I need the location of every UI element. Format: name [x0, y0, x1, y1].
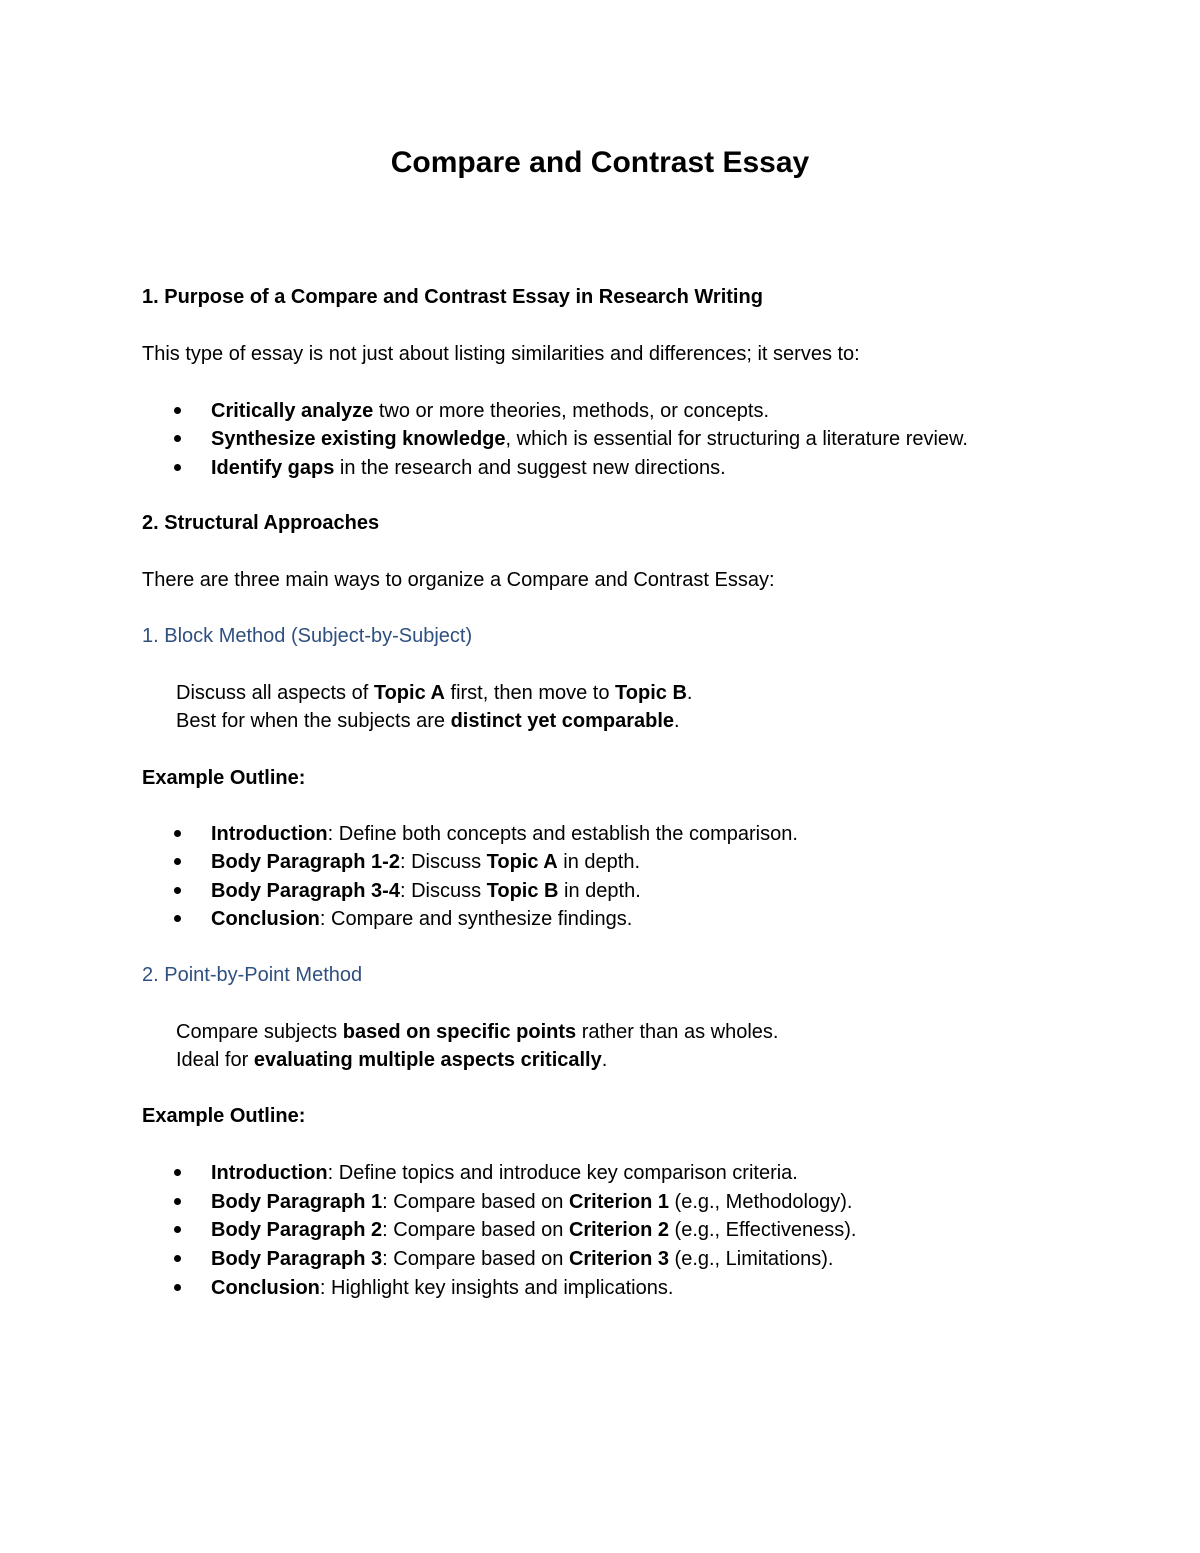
bullet-icon — [174, 887, 181, 894]
bullet-bold: Identify gaps — [211, 457, 335, 479]
bullet-text: in the research and suggest new directions. — [334, 457, 726, 479]
example-outline-heading: Example Outline: — [142, 767, 306, 789]
bullet-icon — [174, 1255, 181, 1262]
block-method-heading: 1. Block Method (Subject-by-Subject) — [142, 625, 473, 647]
bullet-icon — [174, 435, 181, 442]
bullet-icon — [174, 858, 181, 865]
bullet-bold: Synthesize existing knowledge — [211, 428, 506, 450]
block-method-line-1: Discuss all aspects of Topic A first, then move to Topic B. — [176, 682, 693, 704]
section-2-heading: 2. Structural Approaches — [142, 512, 380, 534]
bullet-icon — [174, 830, 181, 837]
bullet-icon — [174, 464, 181, 471]
bullet-icon — [174, 407, 181, 414]
point-method-line-1: Compare subjects based on specific points rather than as wholes. — [176, 1021, 779, 1043]
bullet-bold: Critically analyze — [211, 400, 374, 422]
section-2-intro: There are three main ways to organize a Compare and Contrast Essay: — [142, 569, 775, 591]
block-method-line-2: Best for when the subjects are distinct yet comparable. — [176, 710, 680, 732]
example-outline-heading: Example Outline: — [142, 1105, 306, 1127]
bullet-icon — [174, 1198, 181, 1205]
bullet-icon — [174, 1284, 181, 1291]
point-method-heading: 2. Point-by-Point Method — [142, 964, 363, 986]
document-page: Compare and Contrast Essay 1. Purpose of a Compare and Contrast Essay in Research Writing This type of essay is not just about listing similarities and differences; it serves to: Critically analyze two or more theories, methods, or concepts. Synthesize existing knowledge, which is essential for structuring a literature review. Identify gaps in the research and suggest new directions. 2. Structural Approaches There are three main ways to organize a Compare and Contrast Essay: 1. Block Method (Subject-by-Subject) Discuss all aspects of Topic A first, then move to Topic B. Best for when the subjects are distinct yet comparable. Example Outline: Introduction: Define both concepts and establish the comparison. Body Paragraph 1-2: Discuss Topic A in depth. Body Paragraph 3-4: Discuss Topic B in depth. Conclusion: Compare and synthesize findings. 2. Point-by-Point Method Compare subjects based on specific points rather than as wholes. Ideal for evaluating multiple aspects critically. Example Outline: Introduction: Define topics and introduce key comparison criteria. Body Paragraph 1: Compare based on Criterion 1 (e.g., Methodology). Body Paragraph 2: Compare based on Criterion 2 (e.g., Effectiveness). Body Paragraph 3: Compare based on Criterion 3 (e.g., Limitations). Conclusion: Highlight key insights and implications. — [0, 0, 1200, 1553]
section-1-heading: 1. Purpose of a Compare and Contrast Essay in Research Writing — [142, 286, 763, 308]
bullet-icon — [174, 915, 181, 922]
bullet-text: two or more theories, methods, or concepts. — [373, 400, 770, 422]
page-title: Compare and Contrast Essay — [390, 146, 810, 179]
bullet-icon — [174, 1226, 181, 1233]
bullet-text: , which is essential for structuring a literature review. — [505, 428, 968, 450]
bullet-icon — [174, 1169, 181, 1176]
section-1-intro: This type of essay is not just about listing similarities and differences; it serves to: — [142, 343, 860, 365]
point-method-line-2: Ideal for evaluating multiple aspects critically. — [176, 1049, 608, 1071]
